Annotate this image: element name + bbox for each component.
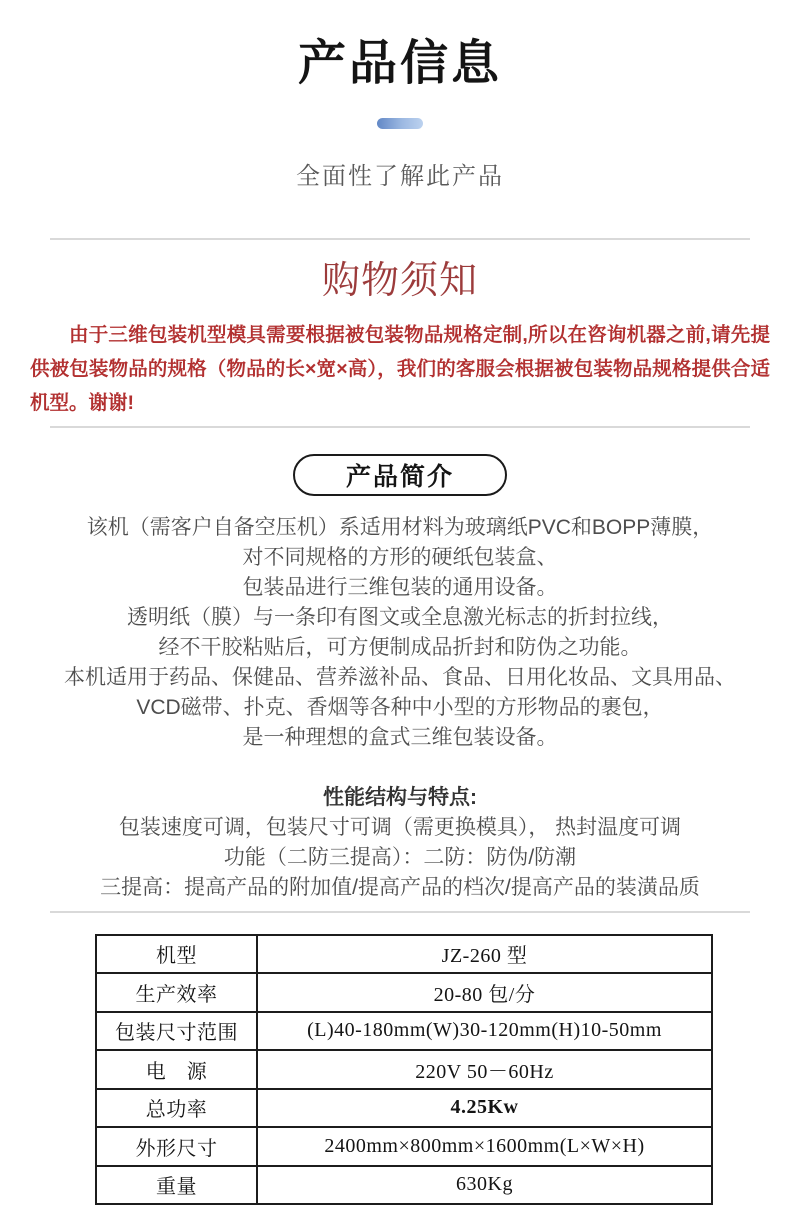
table-row	[96, 1089, 712, 1128]
intro-line: 对不同规格的方形的硬纸包装盒、	[242, 545, 558, 569]
row-label: 机型	[96, 935, 257, 974]
row-label: 外形尺寸	[96, 1127, 257, 1166]
section-divider-bottom	[50, 911, 750, 913]
intro-line: 经不干胶粘贴后，可方便制成品折封和防伪之功能。	[158, 635, 642, 659]
intro-line: VCD磁带、扑克、香烟等各种中小型的方形物品的裹包，	[136, 695, 664, 719]
row-value: 2400mm×800mm×1600mm(L×W×H)	[257, 1127, 712, 1166]
notice-section	[0, 260, 800, 420]
table-row	[96, 1050, 712, 1089]
row-label: 生产效率	[96, 973, 257, 1012]
intro-badge	[293, 454, 507, 496]
intro-line: 包装品进行三维包装的通用设备。	[242, 575, 558, 599]
intro-line: 该机（需客户自备空压机）系适用材料为玻璃纸PVC和BOPP薄膜，	[86, 515, 714, 539]
notice-heading: 购物须知	[321, 260, 478, 302]
table-row	[96, 1012, 712, 1051]
page-subtitle: 全面性了解此产品	[296, 163, 504, 190]
table-row	[96, 973, 712, 1012]
row-label: 总功率	[96, 1089, 257, 1128]
row-label: 包装尺寸范围	[96, 1012, 257, 1051]
intro-line: 是一种理想的盒式三维包装设备。	[242, 725, 558, 749]
row-value: 20-80 包/分	[257, 973, 712, 1012]
intro-badge-label: 产品简介	[345, 462, 454, 491]
section-divider-middle	[50, 426, 750, 428]
row-value: JZ-260 型	[257, 935, 712, 974]
features-line: 三提高：提高产品的附加值/提高产品的档次/提高产品的装潢品质	[100, 875, 700, 899]
features-list	[0, 813, 800, 903]
row-value: 4.25Kw	[257, 1089, 712, 1128]
row-label: 重量	[96, 1166, 257, 1205]
table-row	[96, 1127, 712, 1166]
page-title: 产品信息	[297, 37, 502, 90]
row-label: 电 源	[96, 1050, 257, 1089]
page-header	[0, 0, 800, 191]
intro-line: 本机适用于药品、保健品、营养滋补品、食品、日用化妆品、文具用品、	[64, 665, 736, 689]
notice-body: 由于三维包装机型模具需要根据被包装物品规格定制,所以在咨询机器之前,请先提供被包装物品的规格（物品的长×宽×高），我们的客服会根据被包装物品规格提供合适机型。谢谢!	[30, 323, 770, 414]
features-heading: 性能结构与特点:	[323, 785, 477, 809]
table-row	[96, 935, 712, 974]
intro-description	[0, 513, 800, 753]
spec-table	[95, 934, 713, 1205]
features-line: 包装速度可调，包装尺寸可调（需更换模具）， 热封温度可调	[118, 815, 682, 839]
section-divider-top	[50, 238, 750, 240]
intro-line: 透明纸（膜）与一条印有图文或全息激光标志的折封拉线，	[127, 605, 673, 629]
row-value: 220V 50－60Hz	[257, 1050, 712, 1089]
row-value: 630Kg	[257, 1166, 712, 1205]
row-value: (L)40-180mm(W)30-120mm(H)10-50mm	[257, 1012, 712, 1051]
table-row	[96, 1166, 712, 1205]
intro-section	[0, 454, 800, 903]
accent-divider	[377, 118, 423, 129]
features-line: 功能（二防三提高）：二防：防伪/防潮	[223, 845, 577, 869]
